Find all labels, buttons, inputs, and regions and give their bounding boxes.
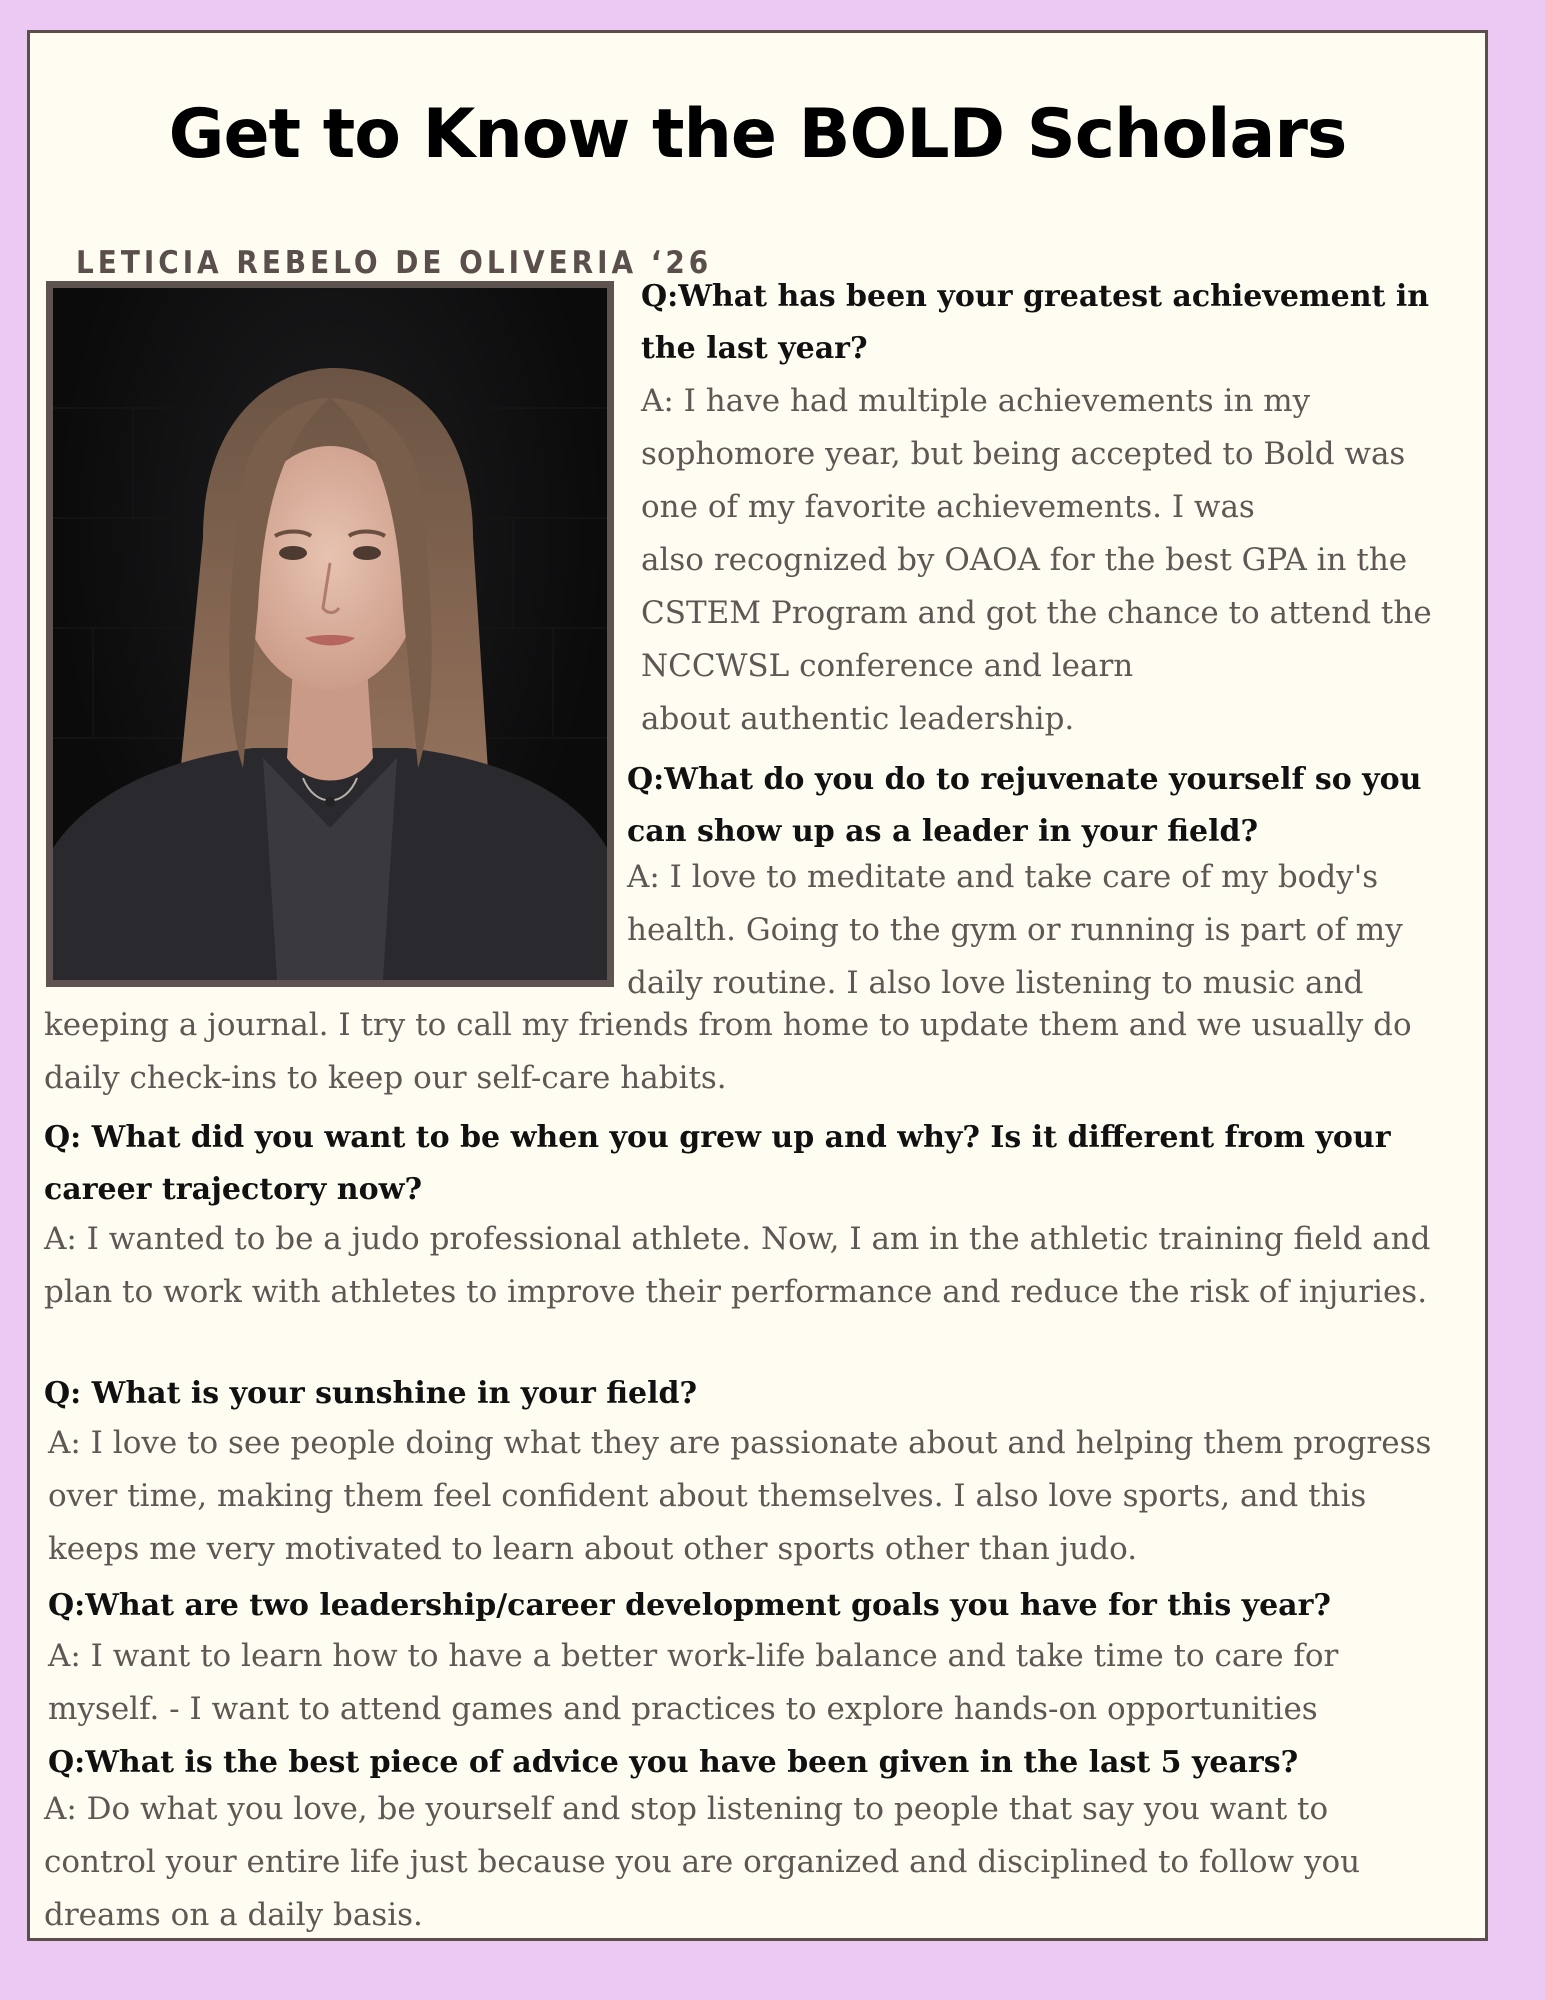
answer-2-part-1: A: I love to meditate and take care of my body's health. Going to the gym or running is part of my daily routine. I also love listening to music and — [627, 859, 1403, 1001]
question-6: Q:What is the best piece of advice you have been given in the last 5 years? — [48, 1745, 1299, 1780]
answer-3: A: I wanted to be a judo professional athlete. Now, I am in the athletic training field and plan to work with athletes to improve their performance and reduce the risk of injuries. — [44, 1221, 1431, 1310]
question-3: Q: What did you want to be when you grew up and why? Is it different from your career trajectory now? — [44, 1120, 1391, 1207]
answer-4: A: I love to see people doing what they are passionate about and helping them progress over time, making them feel confident about themselves. I also love sports, and this keeps me very motivated to learn about other sports other than judo. — [48, 1425, 1432, 1567]
question-5: Q:What are two leadership/career development goals you have for this year? — [48, 1588, 1331, 1623]
answer-2-part-2: keeping a journal. I try to call my friends from home to update them and we usually do daily check-ins to keep our self-care habits. — [44, 1007, 1412, 1096]
answer-1: A: I have had multiple achievements in my sophomore year, but being accepted to Bold was one of my favorite achievements. I was also recognized by OAOA for the best GPA in the CSTEM Program and got the chance to attend the NCCWSL conference and learn about authentic leadership. — [641, 383, 1432, 737]
scholar-name: LETICIA REBELO DE OLIVERIA ‘26 — [76, 245, 713, 281]
profile-card — [27, 30, 1488, 1941]
question-1: Q:What has been your greatest achievement in the last year? — [641, 279, 1430, 366]
question-4: Q: What is your sunshine in your field? — [44, 1376, 698, 1411]
question-2: Q:What do you do to rejuvenate yourself so you can show up as a leader in your field? — [627, 762, 1422, 849]
page-title: Get to Know the BOLD Scholars — [168, 95, 1347, 174]
scholar-photo — [46, 281, 614, 987]
answer-6: A: Do what you love, be yourself and stop listening to people that say you want to control your entire life just because you are organized and disciplined to follow you dreams on a daily basis. — [44, 1791, 1361, 1933]
answer-5: A: I want to learn how to have a better work-life balance and take time to care for myself. - I want to attend games and practices to explore hands-on opportunities — [48, 1638, 1339, 1727]
